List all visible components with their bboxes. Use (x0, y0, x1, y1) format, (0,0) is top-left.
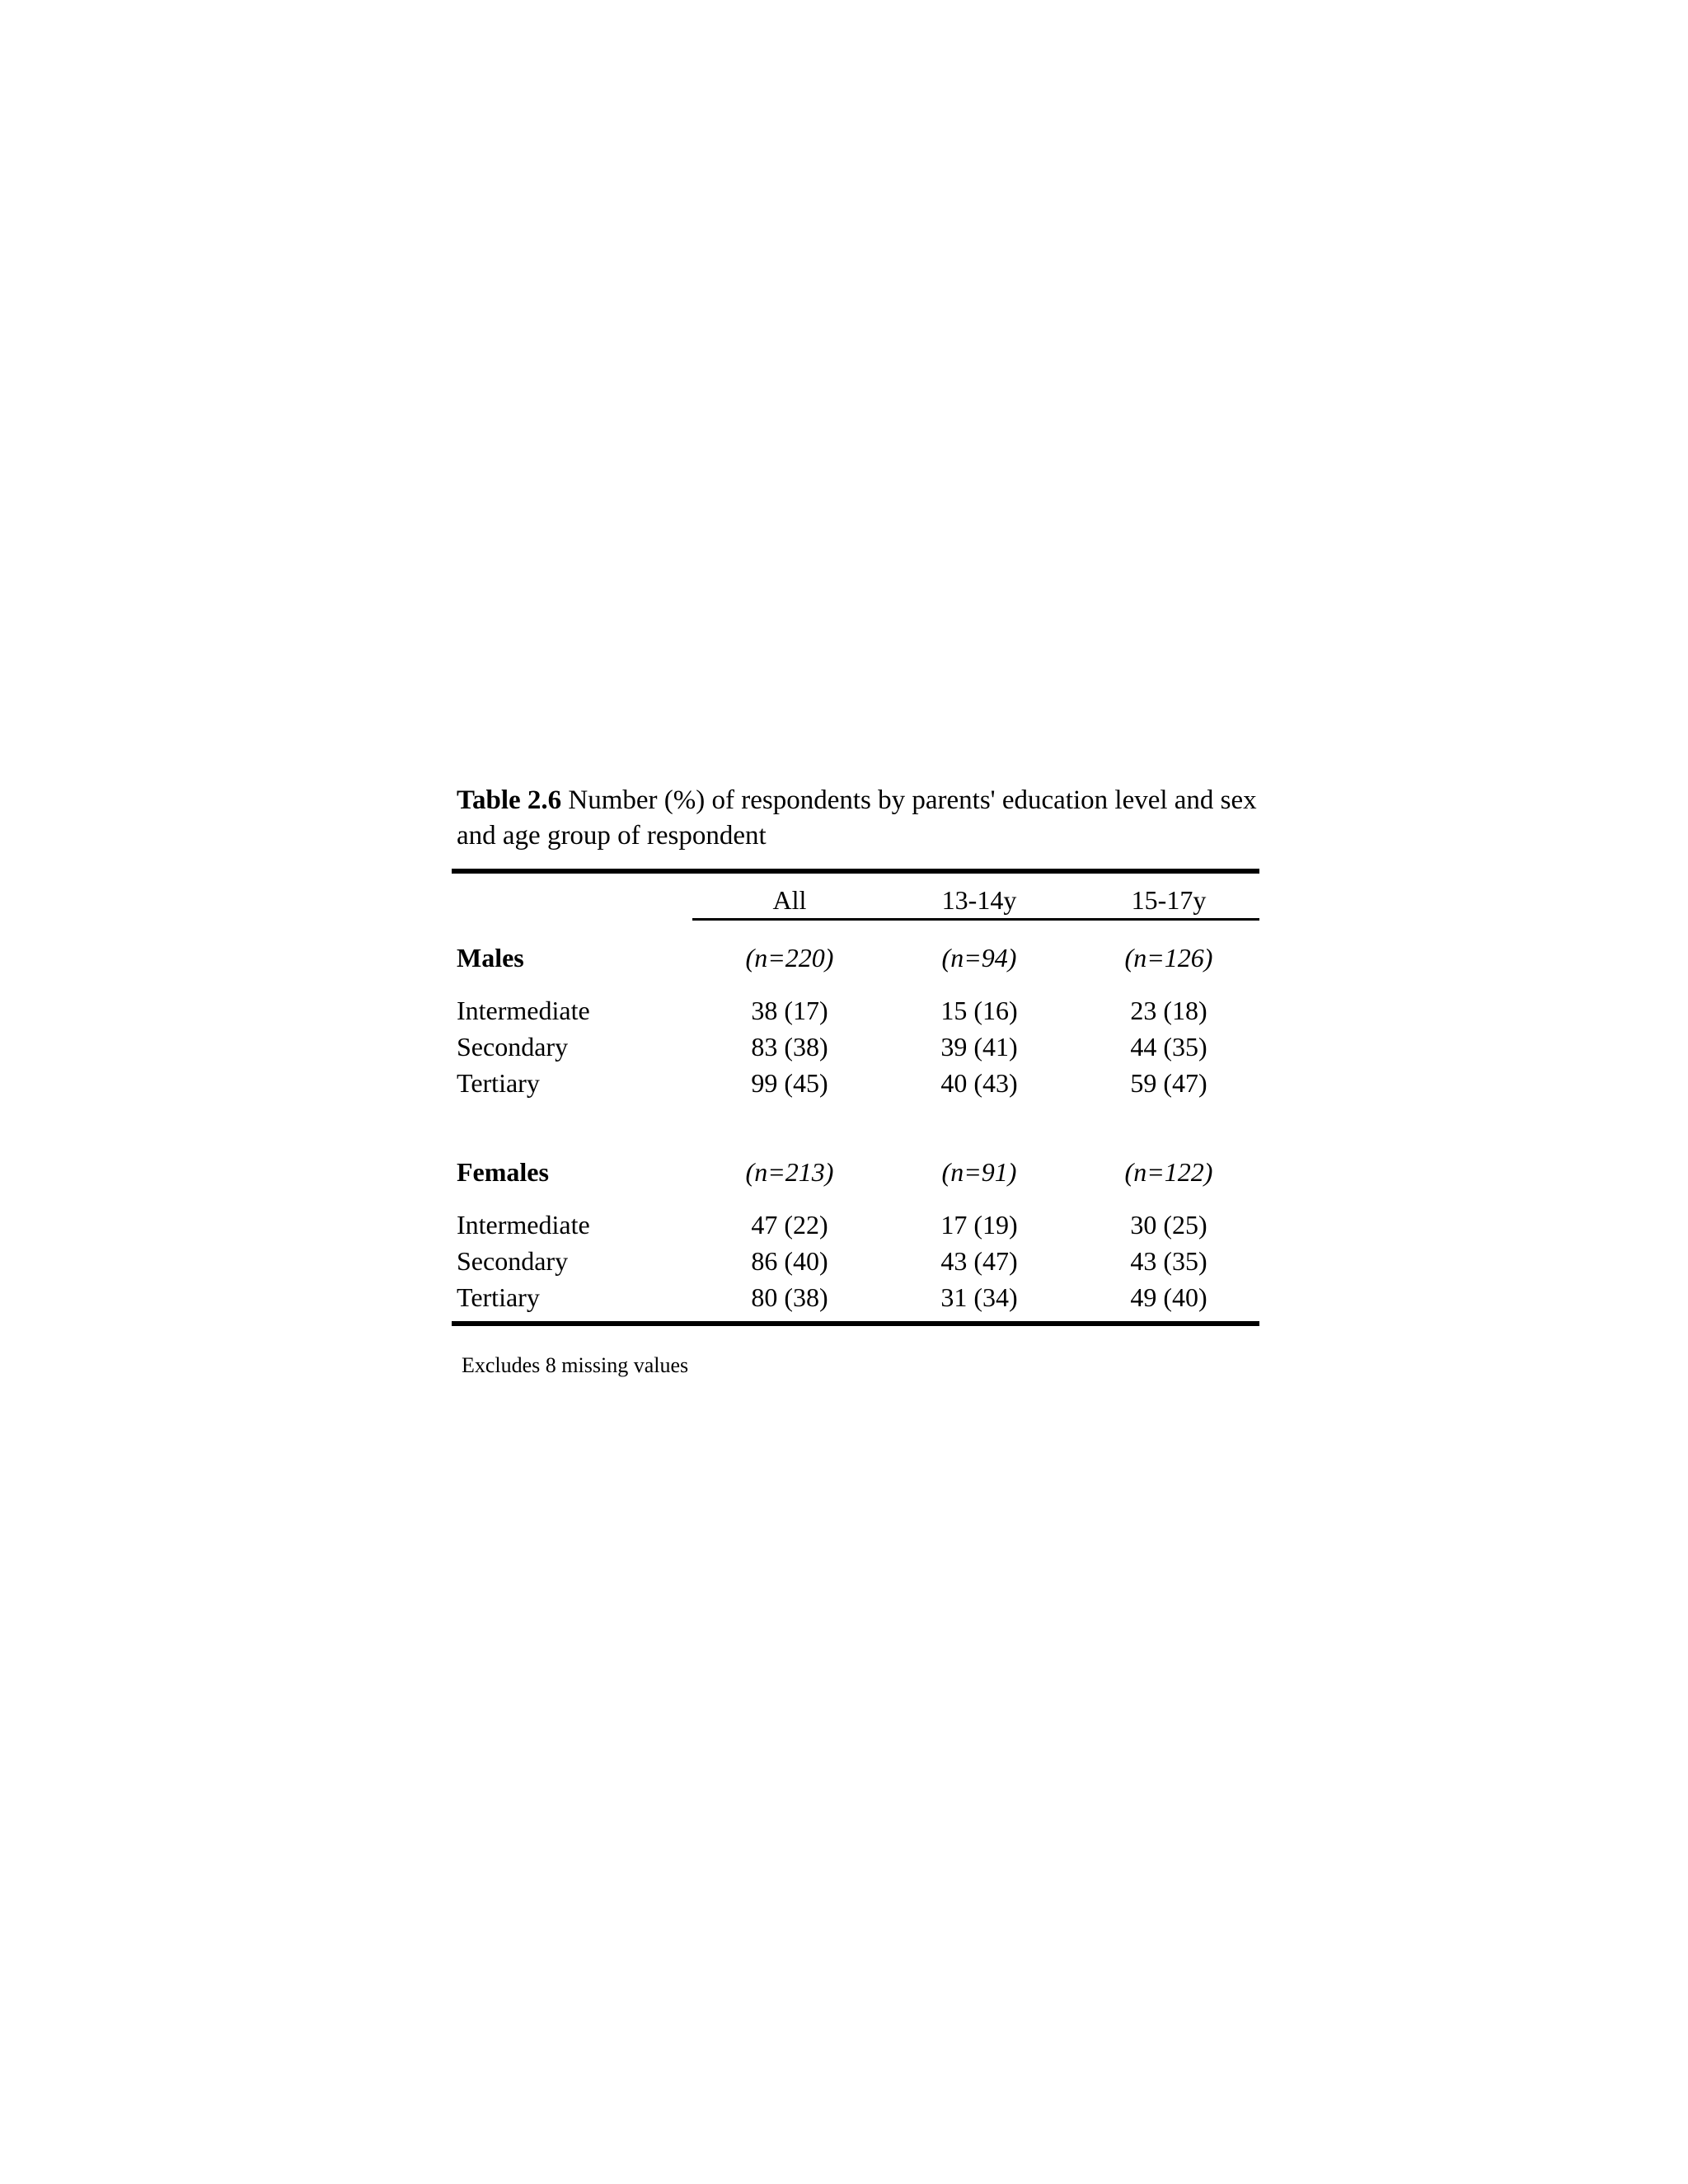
group-label-males: Males (457, 943, 524, 972)
females-intermediate-all: 47 (22) (751, 1210, 828, 1240)
table-caption-label: Table 2.6 (457, 785, 562, 815)
males-row-label-tertiary: Tertiary (457, 1068, 540, 1098)
males-secondary-all: 83 (38) (751, 1032, 828, 1062)
males-row-label-intermediate: Intermediate (457, 996, 590, 1025)
table-caption (457, 783, 1264, 854)
males-tertiary-15-17y: 59 (47) (1130, 1068, 1207, 1098)
males-row-label-secondary: Secondary (457, 1032, 569, 1062)
column-header-all: All (772, 885, 807, 915)
males-intermediate-13-14y: 15 (16) (940, 996, 1018, 1025)
males-intermediate-15-17y: 23 (18) (1130, 996, 1207, 1025)
column-header-15-17y: 15-17y (1131, 885, 1207, 915)
females-n-13-14y: (n=91) (941, 1157, 1017, 1187)
table-caption-text: Number (%) of respondents by parents' education level and sex and age group of respondent (457, 785, 1257, 851)
females-intermediate-13-14y: 17 (19) (940, 1210, 1018, 1240)
females-tertiary-all: 80 (38) (751, 1282, 828, 1312)
females-tertiary-13-14y: 31 (34) (940, 1282, 1018, 1312)
males-tertiary-all: 99 (45) (751, 1068, 828, 1098)
males-intermediate-all: 38 (17) (751, 996, 828, 1025)
males-n-13-14y: (n=94) (941, 943, 1017, 972)
males-secondary-13-14y: 39 (41) (940, 1032, 1018, 1062)
females-intermediate-15-17y: 30 (25) (1130, 1210, 1207, 1240)
header-underline-rule (692, 918, 1259, 921)
females-row-label-tertiary: Tertiary (457, 1282, 540, 1312)
table-footnote: Excludes 8 missing values (462, 1353, 689, 1377)
group-label-females: Females (457, 1157, 549, 1187)
females-n-all: (n=213) (745, 1157, 834, 1187)
females-secondary-13-14y: 43 (47) (940, 1246, 1018, 1276)
females-n-15-17y: (n=122) (1124, 1157, 1213, 1187)
table-top-rule (452, 869, 1259, 874)
males-n-15-17y: (n=126) (1124, 943, 1213, 972)
column-header-13-14y: 13-14y (941, 885, 1017, 915)
females-row-label-secondary: Secondary (457, 1246, 569, 1276)
females-secondary-15-17y: 43 (35) (1130, 1246, 1207, 1276)
females-secondary-all: 86 (40) (751, 1246, 828, 1276)
table-bottom-rule (452, 1321, 1259, 1326)
males-n-all: (n=220) (745, 943, 834, 972)
females-row-label-intermediate: Intermediate (457, 1210, 590, 1240)
males-secondary-15-17y: 44 (35) (1130, 1032, 1207, 1062)
males-tertiary-13-14y: 40 (43) (940, 1068, 1018, 1098)
females-tertiary-15-17y: 49 (40) (1130, 1282, 1207, 1312)
